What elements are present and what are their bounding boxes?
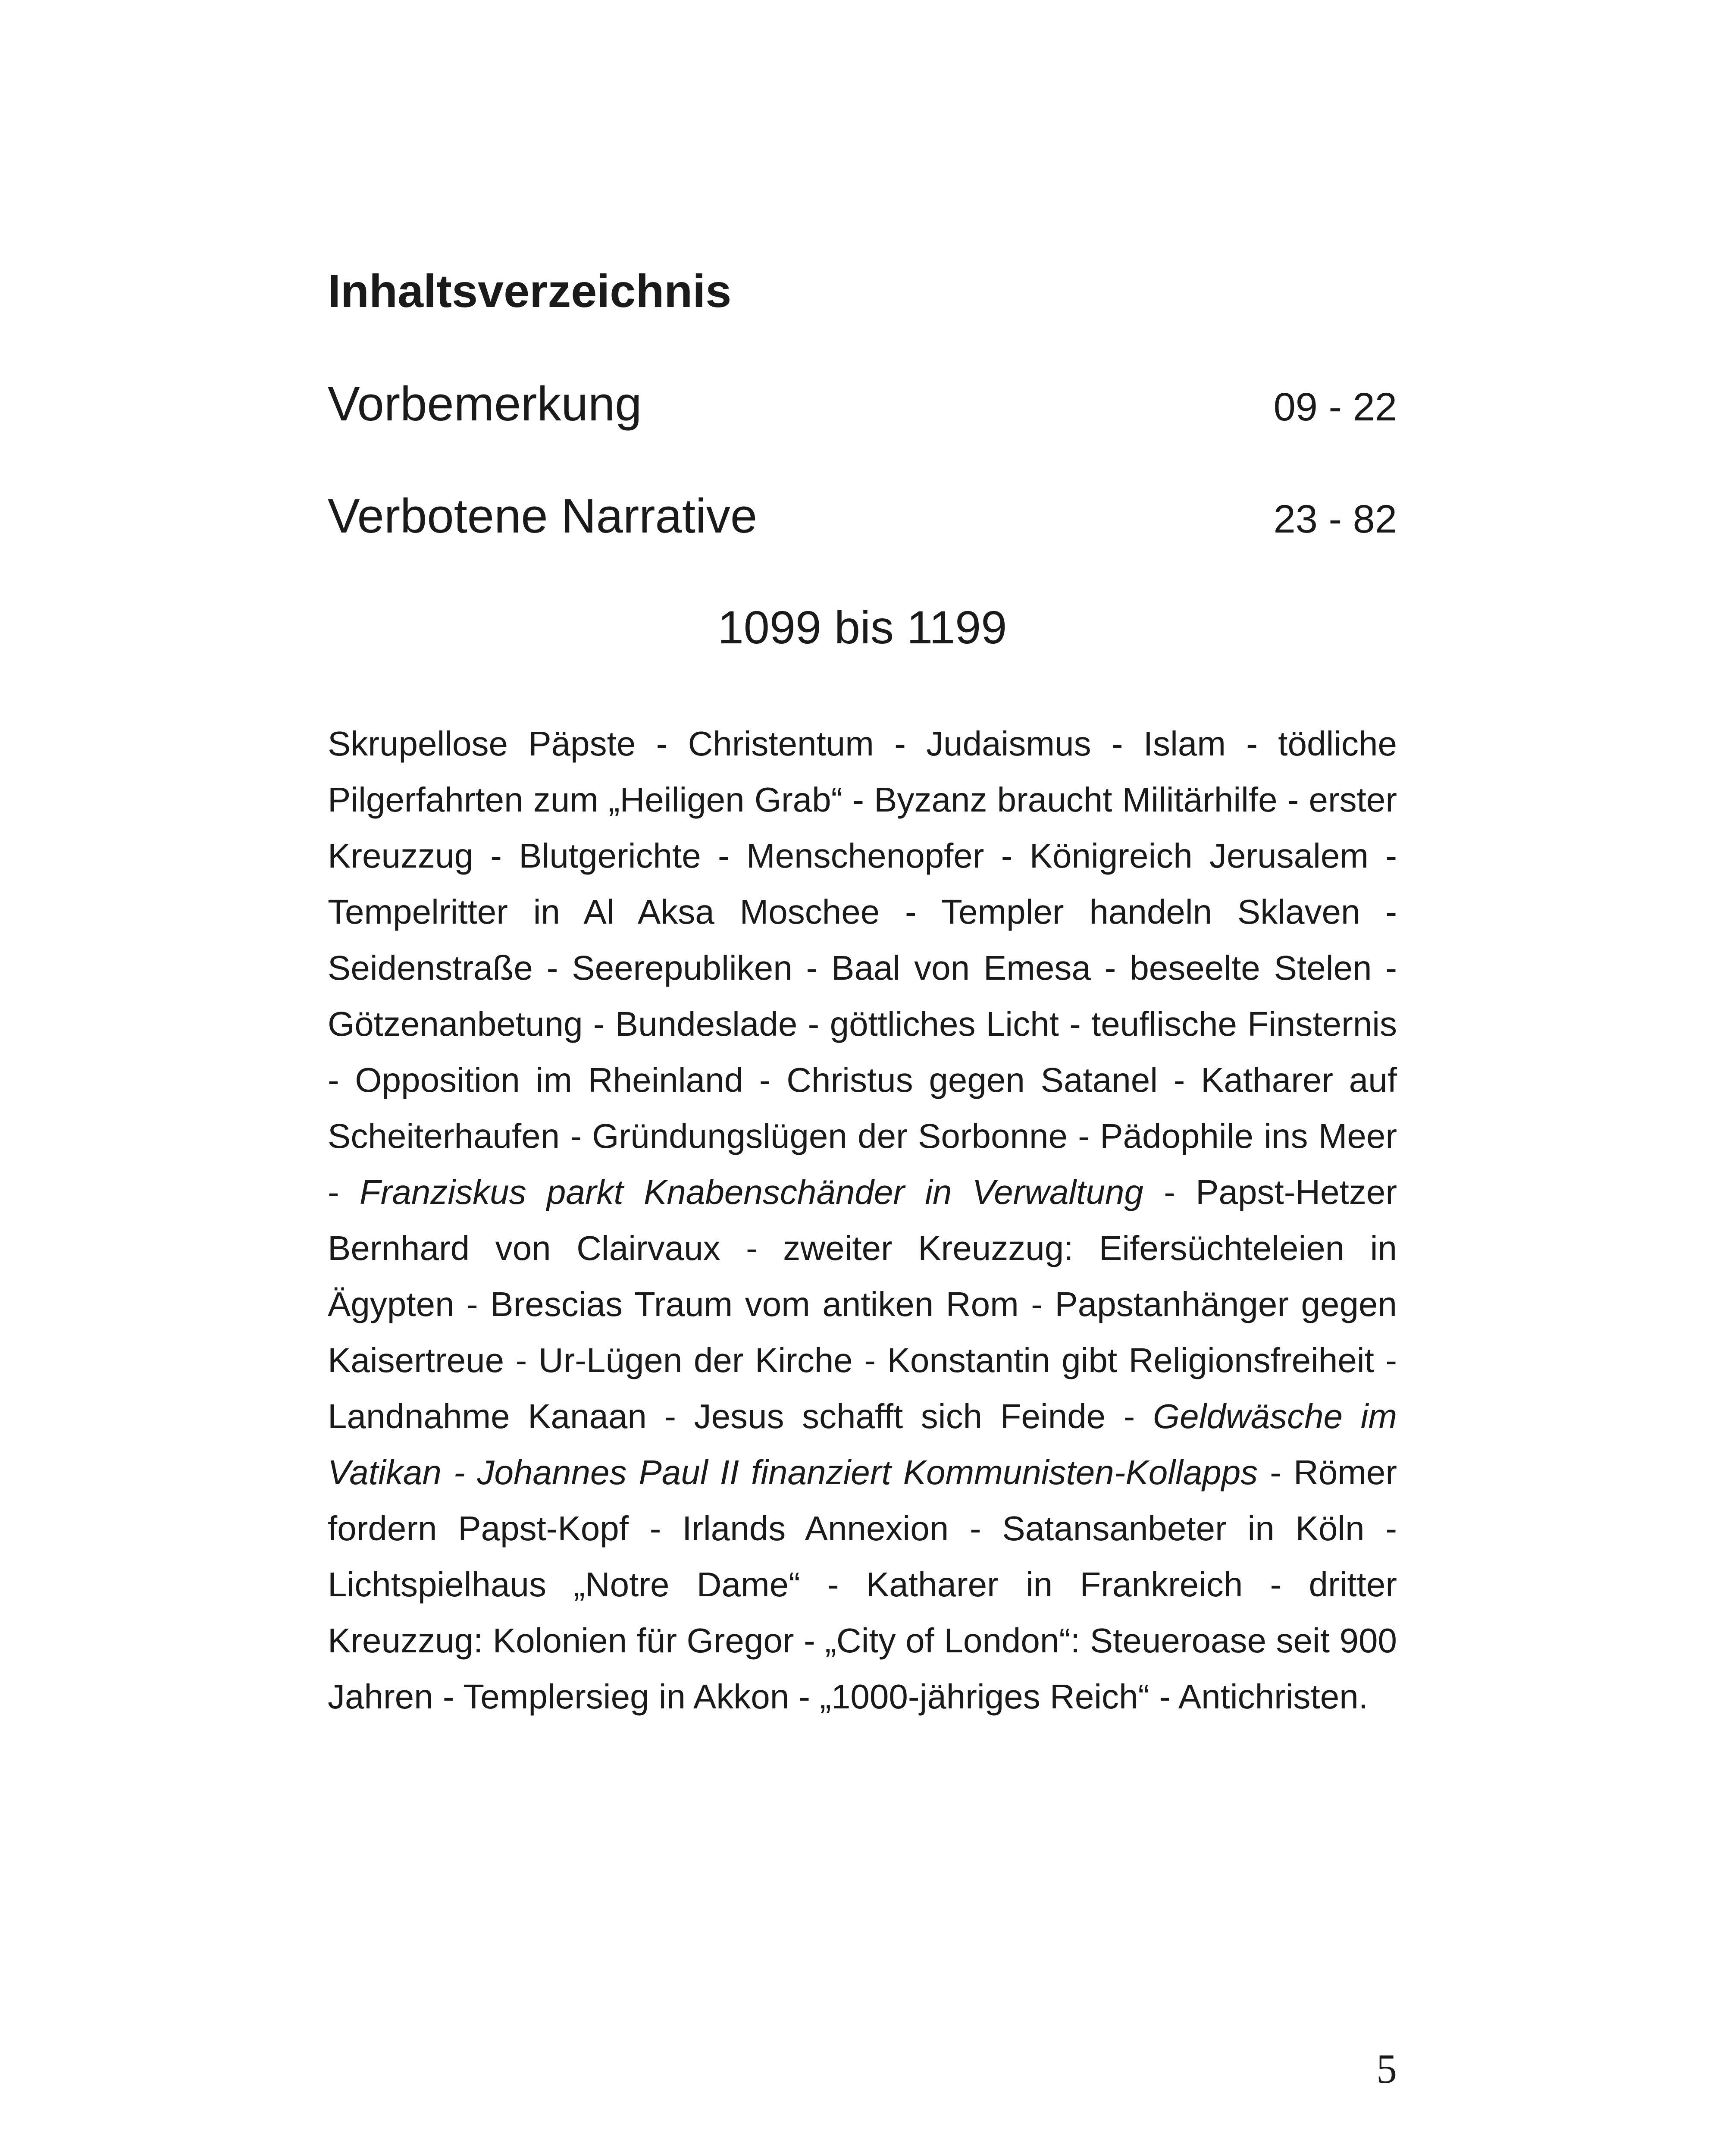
summary-text-italic: Geldwäsche im Vatikan - Johannes Paul II finanziert Kommunisten-Kollapps [328,1397,1397,1492]
toc-entry-title: Verbotene Narrative [328,489,758,543]
toc-entry-pages: 09 - 22 [1273,385,1397,429]
toc-entry-title: Vorbemerkung [328,377,642,431]
section-summary [328,716,1397,1725]
toc-heading: Inhaltsverzeichnis [328,265,732,317]
section-era-title: 1099 bis 1199 [717,601,1007,653]
toc-entry-vorbemerkung [328,375,1397,433]
summary-text: - Römer fordern Papst-Kopf - Irlands Annexion - Satansanbeter in Köln - Lichtspielhaus „Notre Dame“ - Katharer in Frankreich - dritter Kreuzzug: Kolonien für Gregor - „City of London“: Steueroase seit 900 Jahren - Templersieg in Akkon - „1000-jähriges Reich“ - Antichristen. [328,1453,1397,1716]
toc-entry-pages: 23 - 82 [1273,497,1397,541]
summary-text: Skrupellose Päpste - Christentum - Judaismus - Islam - tödliche Pilgerfahrten zum „Heiligen Grab“ - Byzanz braucht Militärhilfe - erster Kreuzzug - Blutgerichte - Menschenopfer - Königreich Jerusalem - Tempelritter in Al Aksa Moschee - Templer handeln Sklaven - Seidenstraße - Seerepubliken - Baal von Emesa - beseelte Stelen - Götzenanbetung - Bundeslade - göttliches Licht - teuflische Finsternis - Opposition im Rheinland - Christus gegen Satanel - Katharer auf Scheiterhaufen - Gründungslügen der Sorbonne - Pädophile ins Meer - [328,724,1397,1211]
page-number: 5 [1376,2046,1397,2092]
summary-text: - Papst-Hetzer Bernhard von Clairvaux - zweiter Kreuzzug: Eifersüchteleien in Ägypten - Brescias Traum vom antiken Rom - Papstanhänger gegen Kaisertreue - Ur-Lügen der Kirche - Konstantin gibt Religionsfreiheit - Landnahme Kanaan - Jesus schafft sich Feinde - [328,1173,1397,1435]
toc-entry-verbotene-narrative [328,487,1397,545]
summary-text-italic: Franziskus parkt Knabenschänder in Verwaltung [359,1173,1143,1211]
